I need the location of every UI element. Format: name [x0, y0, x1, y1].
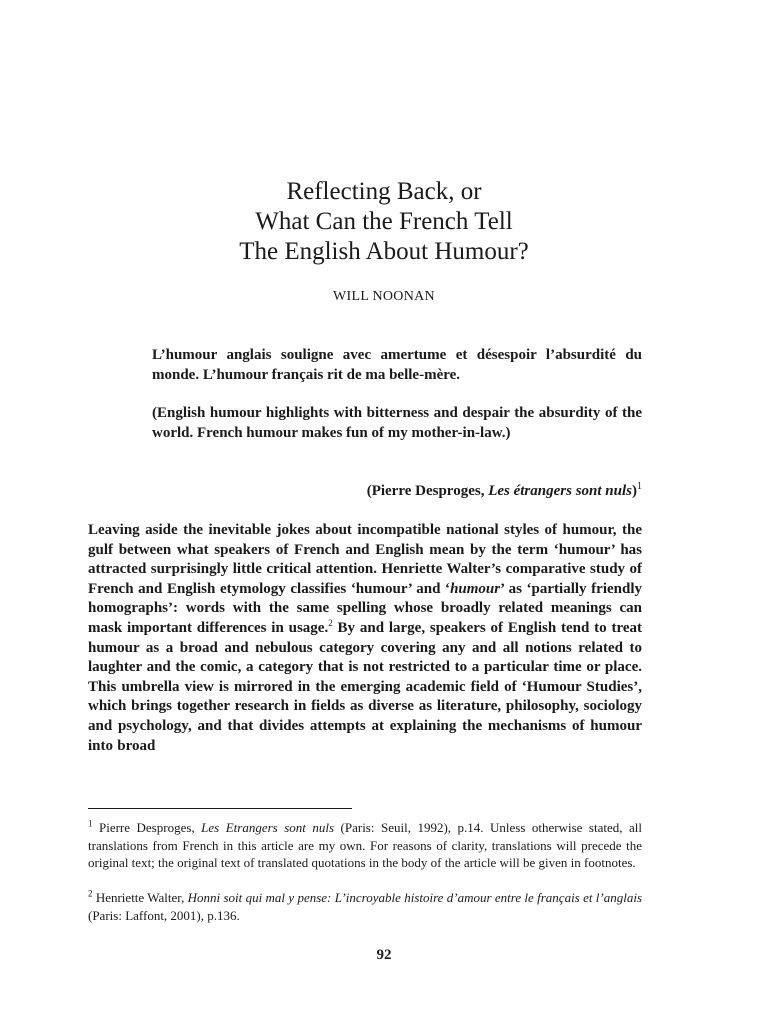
attribution-title: Les étrangers sont nuls — [488, 483, 632, 499]
footnote-divider — [88, 808, 352, 809]
title-line-1: Reflecting Back, or — [286, 177, 482, 205]
footnote-2 — [88, 889, 642, 924]
author-name: WILL NOONAN — [333, 289, 435, 304]
footnote-1-number: 1 — [88, 818, 93, 829]
footnote-2-title: Honni soit qui mal y pense: L’incroyable histoire d’amour entre le français et l’anglais — [187, 890, 642, 905]
body-text-b: ’ as ‘partially friendly homographs’: words with the same spelling whose broadly related meanings can mask important differences in usage. — [88, 580, 642, 636]
footnote-1-text-a: Pierre Desproges, — [92, 820, 202, 835]
footnote-1 — [88, 819, 642, 872]
attribution-prefix: (Pierre Desproges, — [366, 483, 489, 499]
footnote-2-text-a: Henriette Walter, — [92, 890, 188, 905]
epigraph-attribution — [152, 481, 642, 501]
body-text-a: Leaving aside the inevitable jokes about incompatible national styles of humour, the gulf between what speakers of French and English mean by the term ‘humour’ has attracted surprisingly little critical attention. Henriette Walter’s comparative study of French and English etymology classifies ‘humour’ and ‘ — [88, 522, 642, 597]
footnote-2-number: 2 — [88, 888, 93, 899]
article-title — [0, 177, 768, 267]
epigraph-english: (English humour highlights with bitterness and despair the absurdity of the world. French humour makes fun of my mother-in-law.) — [152, 405, 642, 441]
epigraph-french: L’humour anglais souligne avec amertume et désespoir l’absurdité du monde. L’humour français rit de ma belle-mère. — [152, 347, 642, 383]
attribution-suffix: ) — [632, 483, 637, 499]
footnote-ref-1: 1 — [637, 481, 642, 492]
title-line-3: The English About Humour? — [239, 237, 529, 265]
body-text-c: By and large, speakers of English tend to treat humour as a broad and nebulous category covering any and all notions related to laughter and the comic, a category that is not restricted to a particular time or place. This umbrella view is mirrored in the emerging academic field of ‘Humour Studies’, which brings together research in fields as diverse as literature, philosophy, sociology and psychology, and that divides attempts at explaining the mechanisms of humour into broad — [88, 619, 642, 754]
footnote-1-title: Les Etrangers sont nuls — [201, 820, 335, 835]
footnote-ref-2: 2 — [328, 617, 333, 628]
footnote-2-text-b: (Paris: Laffont, 2001), p.136. — [88, 907, 240, 923]
page-number: 92 — [376, 947, 392, 963]
footnote-1-text-b: (Paris: Seuil, 1992), p.14. Unless otherwise stated, all translations from French in this article are my own. For reasons of clarity, translations will precede the original text; the original text of translated quotations in the body of the article will be given in footnotes. — [88, 820, 642, 870]
title-line-2: What Can the French Tell — [255, 207, 513, 235]
body-italic-term: humour — [450, 580, 501, 597]
body-paragraph — [88, 521, 642, 756]
